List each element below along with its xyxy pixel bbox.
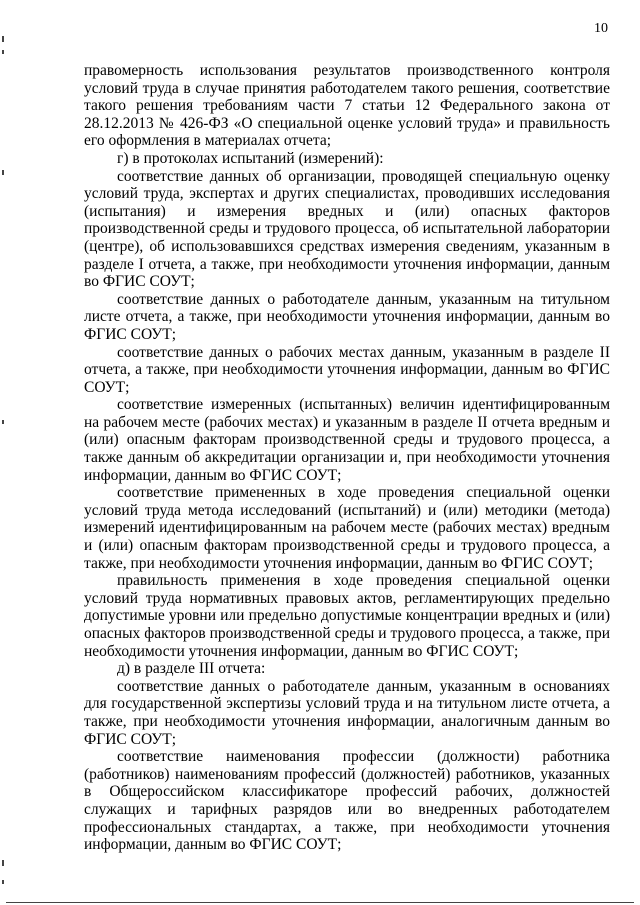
- scan-edge-marks: [0, 0, 8, 905]
- paragraph: правомерность использования результатов производственного контроля условий труда в случае принятия работодателем такого решения, соответствие такого решения требованиям части 7 статьи 12 Федерального закона от 28.12.2013 № 426-ФЗ «О специальной оценке условий труда» и правильность его оформления в материалах отчета;: [84, 62, 610, 150]
- paragraph: соответствие измеренных (испытанных) величин идентифицированным на рабочем месте (рабочих местах) и указанным в разделе II отчета вредным и (или) опасным факторам производственной среды и трудового процесса, а также данным об аккредитации организации и, при необходимости уточнения информации, данным во ФГИС СОУТ;: [84, 396, 610, 484]
- paragraph: соответствие данных о работодателе данным, указанным на титульном листе отчета, а также, при необходимости уточнения информации, данным во ФГИС СОУТ;: [84, 290, 610, 343]
- paragraph: соответствие данных об организации, проводящей специальную оценку условий труда, экспертах и других специалистах, проводивших исследования (испытания) и измерения вредных и (или) опасных факторов производственной среды и трудового процесса, об испытательной лаборатории (центре), об использовавшихся средствах измерения сведениям, указанным в разделе I отчета, а также, при необходимости уточнения информации, данным во ФГИС СОУТ;: [84, 167, 610, 291]
- paragraph: г) в протоколах испытаний (измерений):: [117, 149, 384, 167]
- paragraph: соответствие примененных в ходе проведения специальной оценки условий труда метода исследований (испытаний) и (или) методики (метода) измерений идентифицированным на рабочем месте (рабочих местах) вредным и (или) опасным факторам производственной среды и трудового процесса, а также, при необходимости уточнения информации, данным во ФГИС СОУТ;: [84, 484, 610, 572]
- scan-bottom-edge: [6, 902, 634, 903]
- paragraph: соответствие наименования профессии (должности) работника (работников) наименованиям профессий (должностей) работников, указанных в Общероссийском классификаторе профессий рабочих, должностей служащих и тарифных разрядов или во внедренных работодателем профессиональных стандартах, а также, при необходимости уточнения информации, данным во ФГИС СОУТ;: [84, 748, 610, 854]
- paragraph: правильность применения в ходе проведения специальной оценки условий труда нормативных правовых актов, регламентирующих предельно допустимые уровни или предельно допустимые концентрации вредных и (или) опасных факторов производственной среды и трудового процесса, а также, при необходимости уточнения информации, данным во ФГИС СОУТ;: [84, 572, 610, 660]
- page-number: 10: [594, 21, 608, 36]
- paragraph: д) в разделе III отчета:: [117, 660, 266, 678]
- paragraph: соответствие данных о работодателе данным, указанным в основаниях для государственной экспертизы условий труда и на титульном листе отчета, а также, при необходимости уточнения информации, аналогичным данным во ФГИС СОУТ;: [84, 677, 610, 748]
- paragraph: соответствие данных о рабочих местах данным, указанным в разделе II отчета, а также, при необходимости уточнения информации, данным во ФГИС СОУТ;: [84, 343, 610, 396]
- document-body: [84, 62, 610, 854]
